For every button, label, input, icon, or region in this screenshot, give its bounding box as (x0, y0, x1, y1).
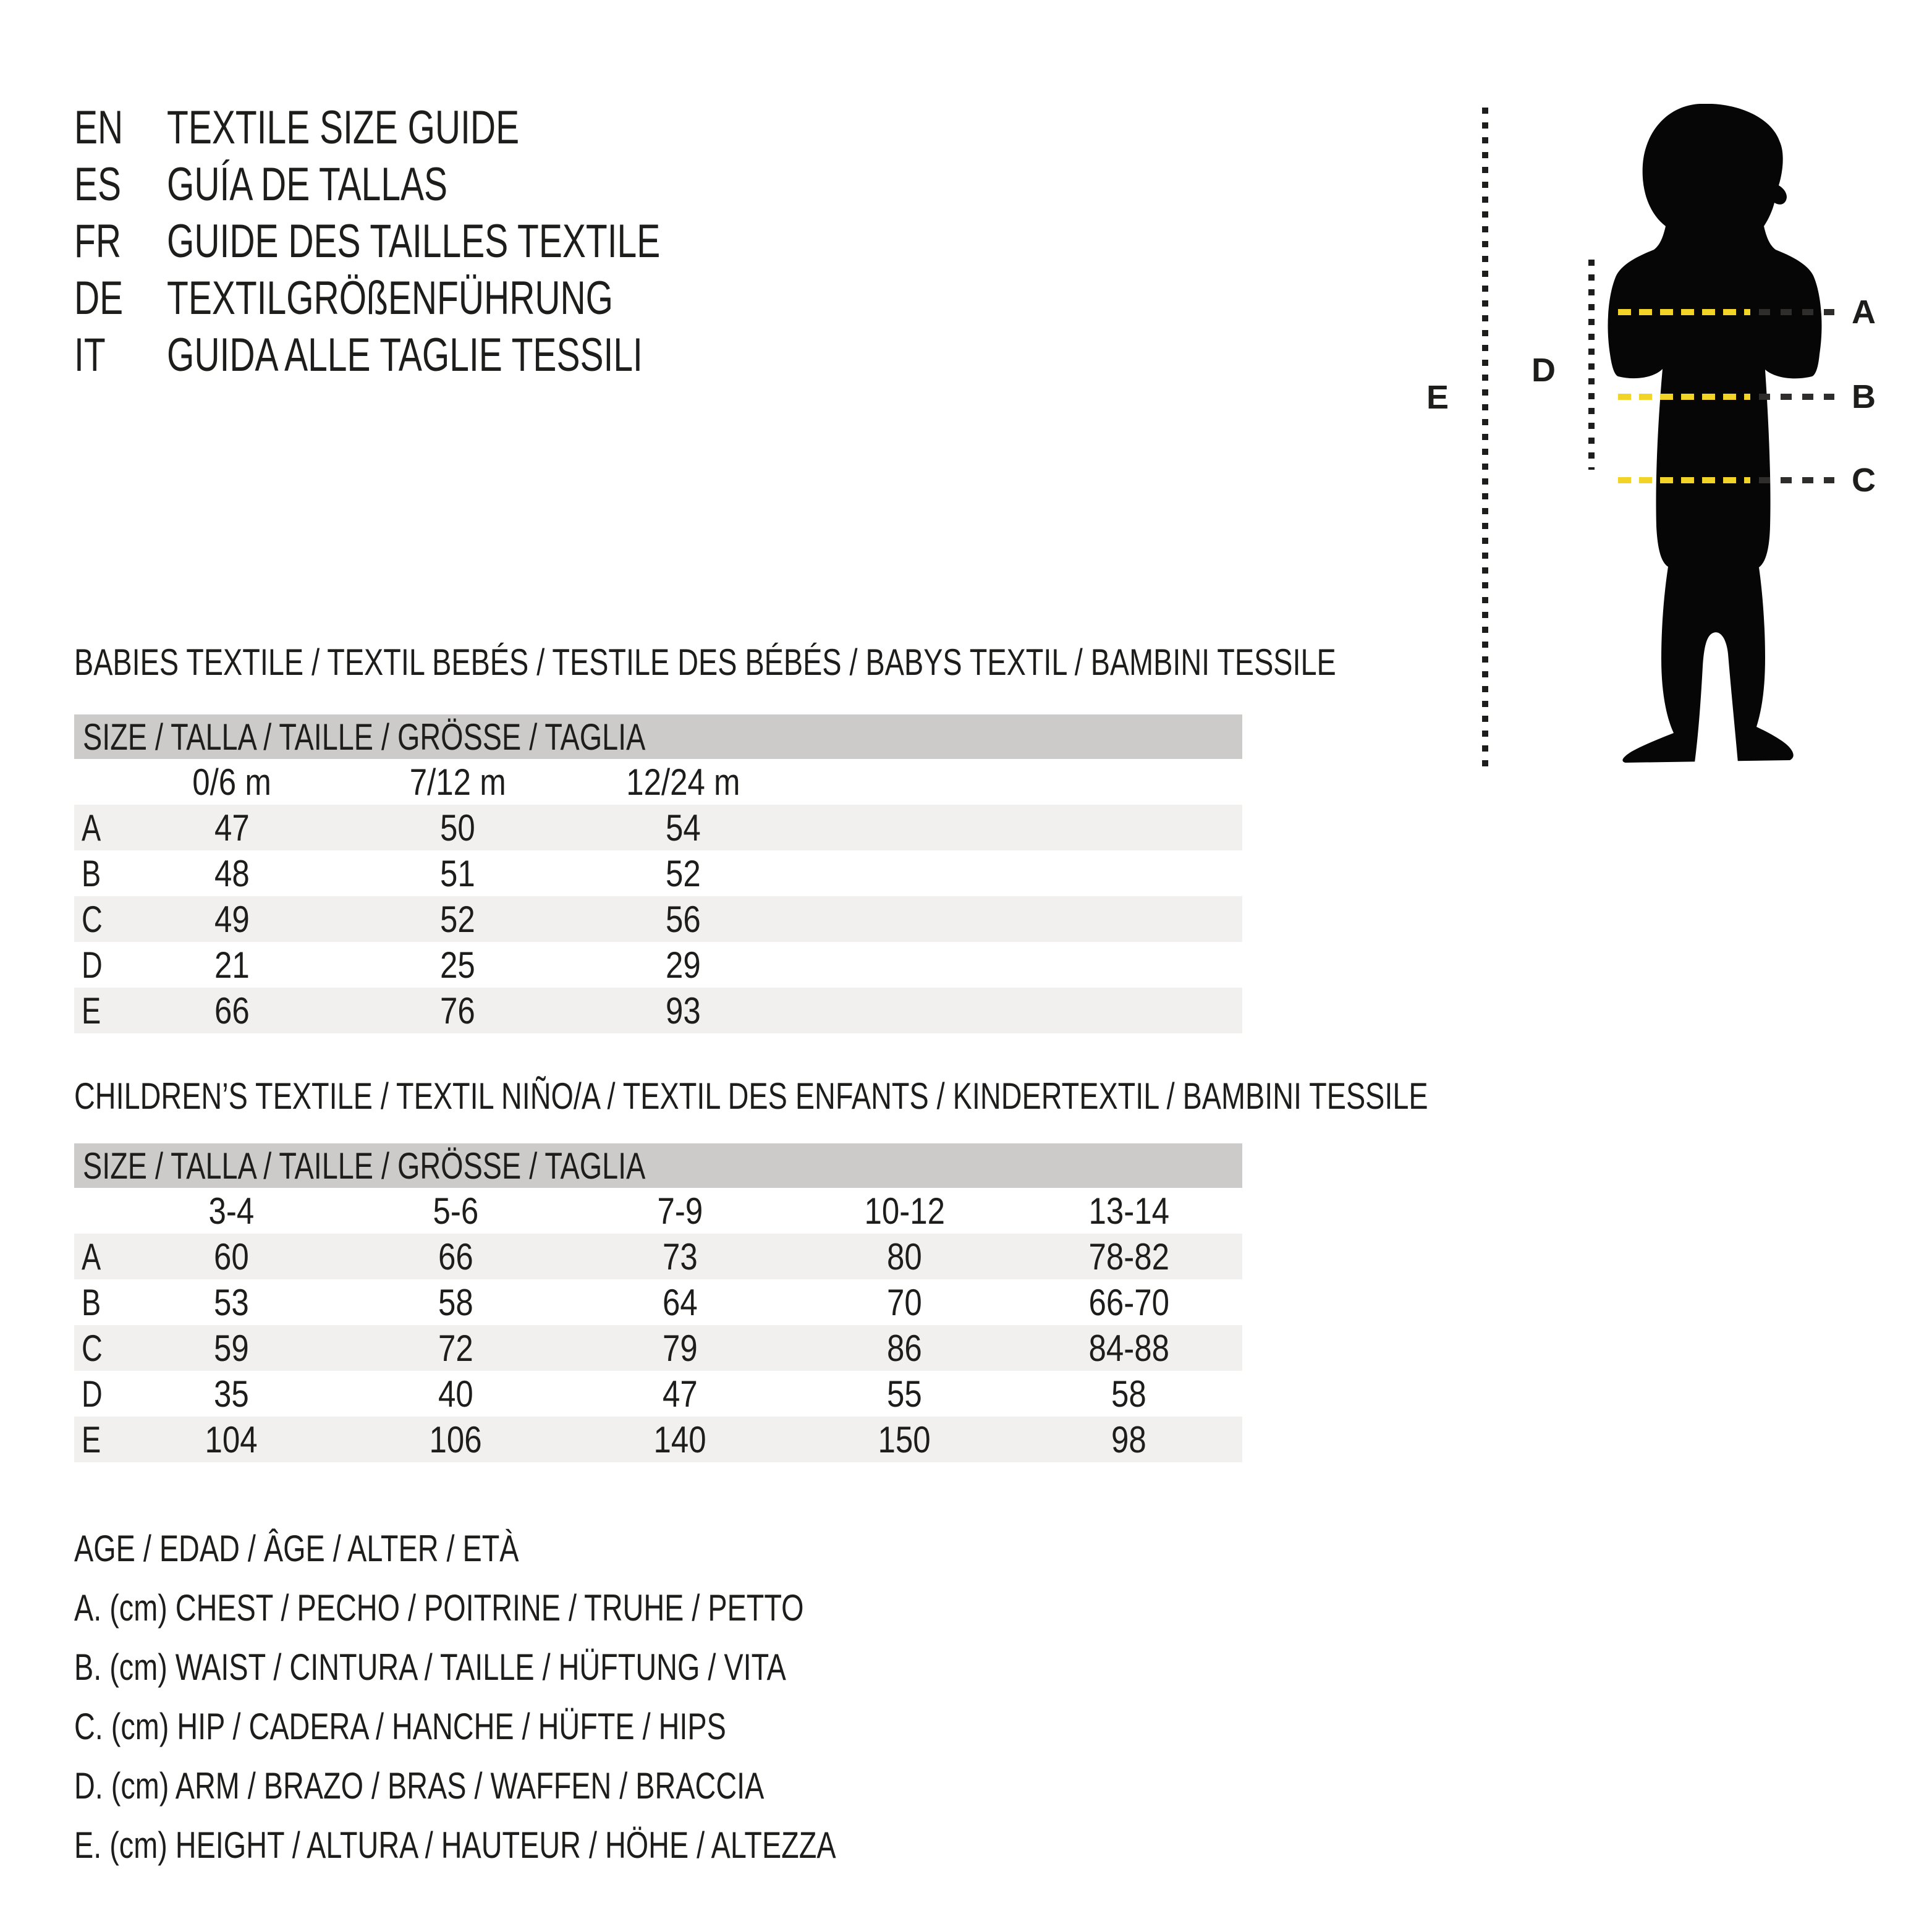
size-value-cell: 80 (887, 1235, 922, 1277)
language-row (74, 213, 824, 269)
size-value-cell: 53 (214, 1281, 249, 1323)
children-section-title (74, 1074, 1810, 1119)
hip-dash-dark (1759, 477, 1834, 483)
chest-dash-yellow (1618, 309, 1750, 315)
language-row (74, 326, 824, 383)
hip-measure-line (1618, 461, 1876, 499)
row-label: E (82, 989, 101, 1032)
children-column-header-row (74, 1188, 1242, 1234)
children-size-header-text: SIZE / TALLA / TAILLE / GRÖSSE / TAGLIA (83, 1145, 646, 1187)
size-value-cell: 106 (429, 1418, 483, 1460)
arm-measure-label: D (1532, 352, 1556, 389)
children-column-header: 13-14 (1088, 1190, 1169, 1232)
babies-section-title-text: BABIES TEXTILE / TEXTIL BEBÉS / TESTILE DES BÉBÉS / BABYS TEXTIL / BAMBINI TESSILE (74, 642, 1336, 683)
size-value-cell: 56 (666, 898, 701, 940)
babies-table-row (74, 988, 1242, 1033)
children-table-row (74, 1325, 1242, 1371)
language-code: DE (74, 271, 124, 324)
babies-size-table (74, 714, 1242, 1033)
size-value-cell: 104 (205, 1418, 258, 1460)
children-size-header-bar (74, 1143, 1242, 1188)
size-value-cell: 47 (214, 807, 250, 849)
waist-dash-dark (1759, 394, 1834, 400)
size-value-cell: 72 (438, 1327, 473, 1369)
children-section-title-text: CHILDREN’S TEXTILE / TEXTIL NIÑO/A / TEXTIL DES ENFANTS / KINDERTEXTIL / BAMBINI TESSILE (74, 1075, 1428, 1117)
size-value-cell: 73 (663, 1235, 698, 1277)
language-guide-title: GUIDA ALLE TAGLIE TESSILI (167, 328, 643, 381)
chest-dash-dark (1759, 309, 1834, 315)
babies-table-row (74, 896, 1242, 942)
language-code: EN (74, 101, 124, 154)
language-code: IT (74, 328, 106, 381)
language-row (74, 156, 824, 213)
size-value-cell: 21 (214, 944, 250, 986)
language-row (74, 99, 824, 156)
children-table-row (74, 1234, 1242, 1279)
legend-line: B. (cm) WAIST / CINTURA / TAILLE / HÜFTUNG / VITA (74, 1646, 786, 1688)
babies-section-title (74, 640, 1692, 685)
children-column-header: 10-12 (864, 1190, 945, 1232)
chest-measure-line (1618, 293, 1876, 331)
babies-size-header-text: SIZE / TALLA / TAILLE / GRÖSSE / TAGLIA (83, 716, 646, 758)
size-value-cell: 59 (214, 1327, 249, 1369)
size-value-cell: 79 (663, 1327, 698, 1369)
measurement-legend (74, 1519, 1051, 1875)
size-value-cell: 78-82 (1088, 1235, 1169, 1277)
row-label: B (82, 1281, 101, 1323)
babies-table-row (74, 942, 1242, 988)
hip-measure-label: C (1852, 462, 1876, 499)
waist-measure-line (1618, 378, 1876, 416)
babies-table-row (74, 805, 1242, 850)
size-value-cell: 66 (214, 989, 250, 1032)
height-measure-label: E (1426, 379, 1449, 416)
size-value-cell: 54 (666, 807, 701, 849)
size-value-cell: 40 (438, 1373, 473, 1415)
size-value-cell: 49 (214, 898, 250, 940)
babies-column-header: 0/6 m (192, 761, 272, 803)
babies-column-header: 12/24 m (626, 761, 740, 803)
size-value-cell: 29 (666, 944, 701, 986)
row-label: B (82, 852, 101, 894)
language-header (74, 99, 824, 383)
size-value-cell: 76 (440, 989, 475, 1032)
row-label: C (82, 1327, 103, 1369)
children-table-row (74, 1279, 1242, 1325)
size-value-cell: 93 (666, 989, 701, 1032)
size-value-cell: 47 (663, 1373, 698, 1415)
size-value-cell: 66 (438, 1235, 473, 1277)
hip-dash-yellow (1618, 477, 1750, 483)
size-value-cell: 35 (214, 1373, 249, 1415)
waist-measure-label: B (1852, 378, 1876, 415)
size-value-cell: 70 (887, 1281, 922, 1323)
size-value-cell: 58 (1111, 1373, 1146, 1415)
size-value-cell: 64 (663, 1281, 698, 1323)
language-code: ES (74, 158, 122, 211)
size-value-cell: 84-88 (1088, 1327, 1169, 1369)
row-label: D (82, 944, 103, 986)
row-label: A (82, 1235, 101, 1277)
language-guide-title: GUIDE DES TAILLES TEXTILE (167, 214, 661, 268)
size-value-cell: 51 (440, 852, 475, 894)
babies-size-header-bar (74, 714, 1242, 759)
language-guide-title: TEXTILE SIZE GUIDE (167, 101, 520, 154)
legend-line: C. (cm) HIP / CADERA / HANCHE / HÜFTE / HIPS (74, 1706, 726, 1747)
size-value-cell: 58 (438, 1281, 473, 1323)
size-value-cell: 50 (440, 807, 475, 849)
chest-measure-label: A (1852, 294, 1876, 331)
size-value-cell: 86 (887, 1327, 922, 1369)
size-value-cell: 52 (666, 852, 701, 894)
measurement-figure (1391, 87, 1932, 807)
size-value-cell: 66-70 (1088, 1281, 1169, 1323)
babies-column-header: 7/12 m (409, 761, 506, 803)
size-value-cell: 25 (440, 944, 475, 986)
babies-column-header-row (74, 759, 1242, 805)
children-column-header: 5-6 (433, 1190, 479, 1232)
children-table-row (74, 1417, 1242, 1462)
babies-table-row (74, 850, 1242, 896)
size-value-cell: 150 (878, 1418, 931, 1460)
size-value-cell: 60 (214, 1235, 249, 1277)
size-value-cell: 98 (1111, 1418, 1146, 1460)
children-table-row (74, 1371, 1242, 1417)
row-label: D (82, 1373, 103, 1415)
size-value-cell: 140 (653, 1418, 707, 1460)
size-value-cell: 55 (887, 1373, 922, 1415)
children-column-header: 3-4 (208, 1190, 255, 1232)
legend-line: D. (cm) ARM / BRAZO / BRAS / WAFFEN / BRACCIA (74, 1765, 765, 1807)
size-value-cell: 48 (214, 852, 250, 894)
size-value-cell: 52 (440, 898, 475, 940)
row-label: A (82, 807, 101, 849)
children-size-table (74, 1143, 1242, 1462)
language-code: FR (74, 214, 121, 268)
legend-line: E. (cm) HEIGHT / ALTURA / HAUTEUR / HÖHE / ALTEZZA (74, 1824, 836, 1866)
language-row (74, 269, 824, 326)
legend-line: AGE / EDAD / ÂGE / ALTER / ETÀ (74, 1528, 519, 1569)
children-column-header: 7-9 (657, 1190, 703, 1232)
language-guide-title: GUÍA DE TALLAS (167, 158, 448, 211)
language-guide-title: TEXTILGRÖßENFÜHRUNG (167, 271, 614, 324)
row-label: E (82, 1418, 101, 1460)
row-label: C (82, 898, 103, 940)
legend-line: A. (cm) CHEST / PECHO / POITRINE / TRUHE / PETTO (74, 1587, 804, 1629)
arm-measure-line (1588, 260, 1595, 470)
waist-dash-yellow (1618, 394, 1750, 400)
